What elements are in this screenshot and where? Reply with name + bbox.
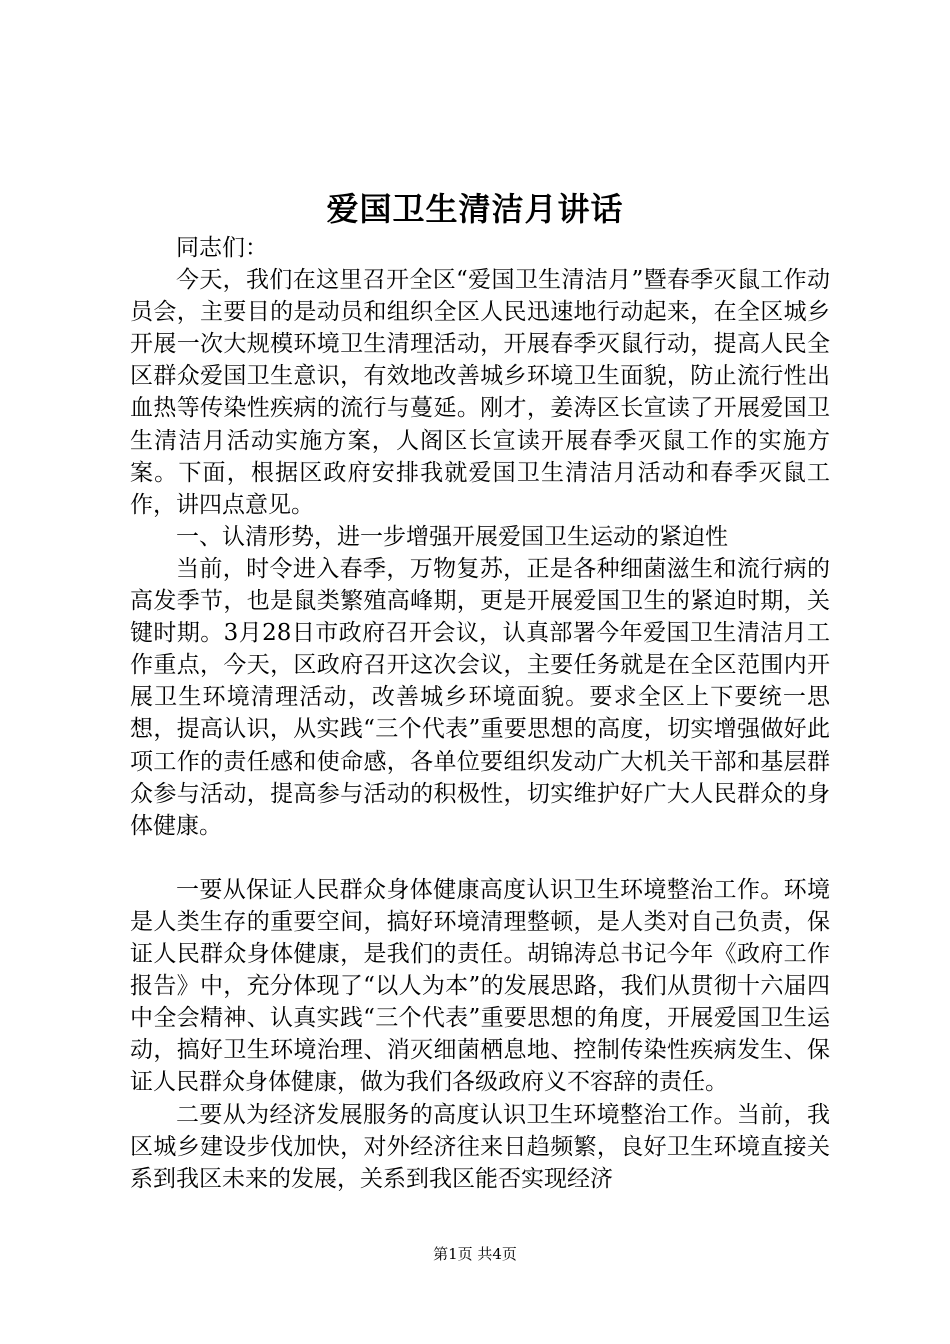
page-number-footer: 第1页 共4页 (433, 1245, 517, 1263)
body-paragraph: 一要从保证人民群众身体健康高度认识卫生环境整治工作。环境是人类生存的重要空间，搞好环境清理整顿，是人类对自己负责，保证人民群众身体健康，是我们的责任。胡锦涛总书记今年《政府工作报告》中，充分体现了“以人为本”的发展思路，我们从贯彻十六届四中全会精神、认真实践“三个代表”重要思想的角度，开展爱国卫生运动，搞好卫生环境治理、消灭细菌栖息地、控制传染性疾病发生、保证人民群众身体健康，做为我们各级政府义不容辞的责任。 (130, 876, 830, 1096)
body-paragraph: 当前，时令进入春季，万物复苏，正是各种细菌滋生和流行病的高发季节，也是鼠类繁殖高峰期，更是开展爱国卫生的紧迫时期，关键时期。3月28日市政府召开会议，认真部署今年爱国卫生清洁月工作重点，今天，区政府召开这次会议，主要任务就是在全区范围内开展卫生环境清理活动，改善城乡环境面貌。要求全区上下要统一思想，提高认识，从实践“三个代表”重要思想的高度，切实增强做好此项工作的责任感和使命感，各单位要组织发动广大机关干部和基层群众参与活动，提高参与活动的积极性，切实维护好广大人民群众的身体健康。 (130, 555, 830, 839)
intro-paragraph: 今天，我们在这里召开全区“爱国卫生清洁月”暨春季灭鼠工作动员会，主要目的是动员和组织全区人民迅速地行动起来，在全区城乡开展一次大规模环境卫生清理活动，开展春季灭鼠行动，提高人民全区群众爱国卫生意识，有效地改善城乡环境卫生面貌，防止流行性出血热等传染性疾病的流行与蔓延。刚才，姜涛区长宣读了开展爱国卫生清洁月活动实施方案，人阁区长宣读开展春季灭鼠工作的实施方案。下面，根据区政府安排我就爱国卫生清洁月活动和春季灭鼠工作，讲四点意见。 (130, 267, 830, 518)
salutation-paragraph: 同志们： (176, 235, 268, 261)
body-paragraph: 二要从为经济发展服务的高度认识卫生环境整治工作。当前，我区城乡建设步伐加快，对外经济往来日趋频繁，良好卫生环境直接关系到我区未来的发展，关系到我区能否实现经济 (130, 1101, 830, 1192)
document-body (130, 232, 830, 1195)
blank-line (130, 842, 830, 874)
section-heading: 一、认清形势，进一步增强开展爱国卫生运动的紧迫性 (176, 523, 728, 550)
document-title: 爱国卫生清洁月讲话 (326, 190, 624, 228)
